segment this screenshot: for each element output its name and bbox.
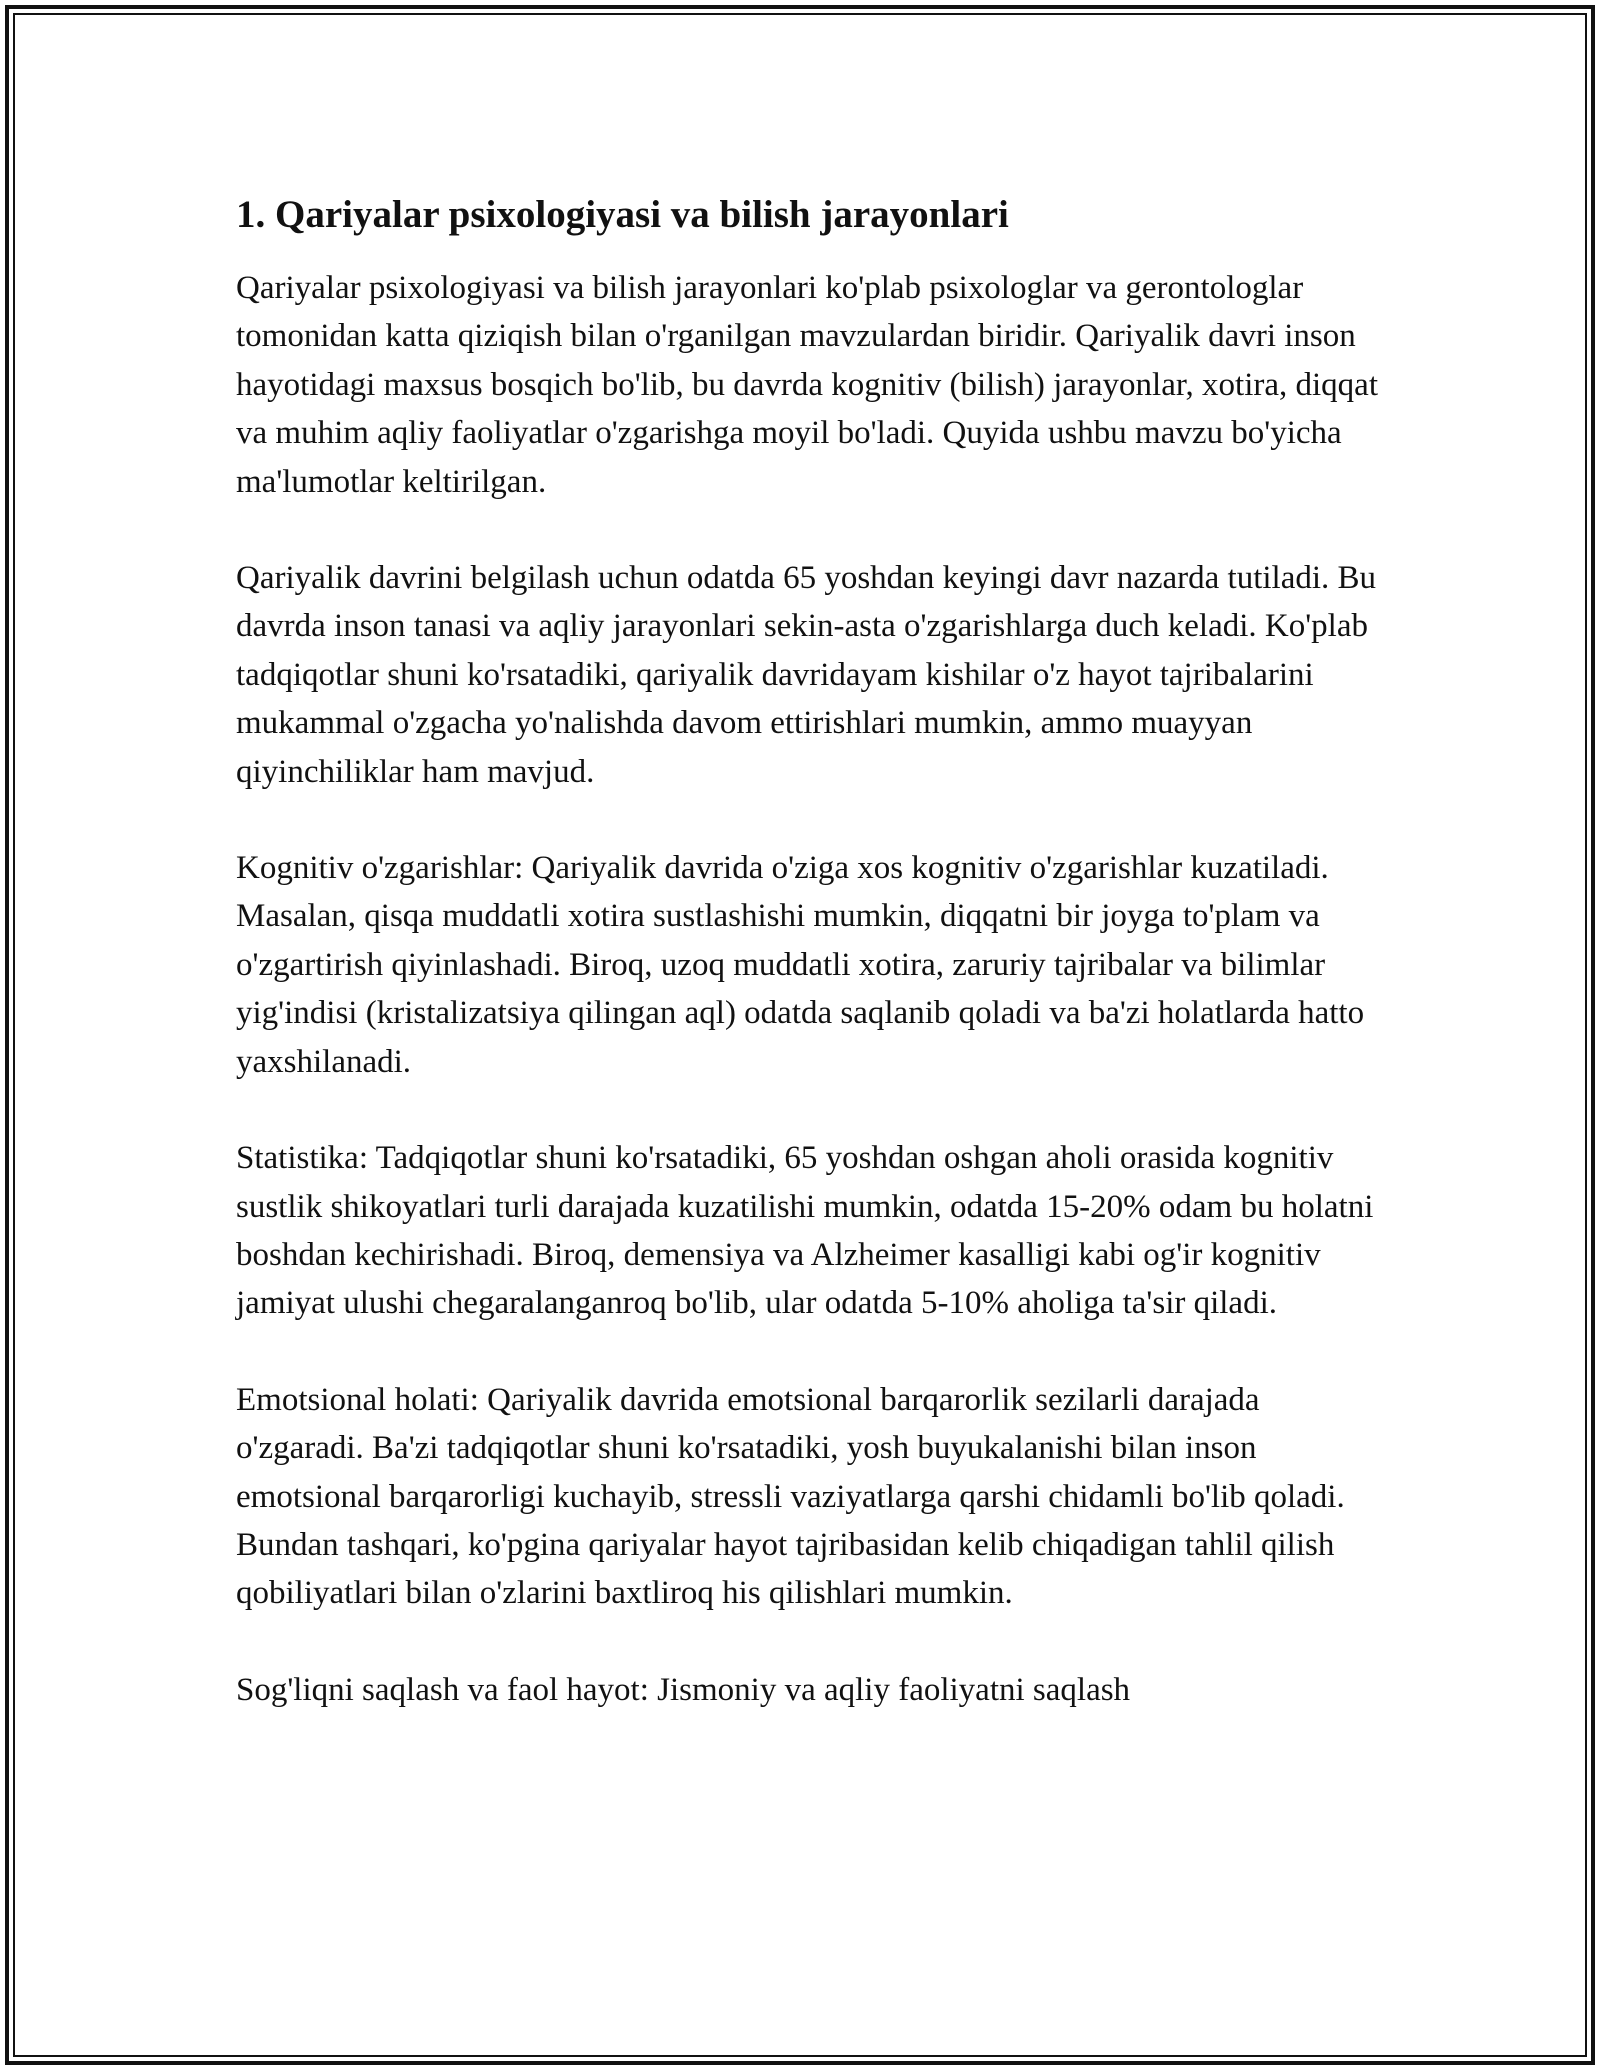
paragraph-health-active-life: Sog'liqni saqlash va faol hayot: Jismoniy va aqliy faoliyatni saqlash (236, 1671, 1131, 1708)
document-title: 1. Qariyalar psixologiyasi va bilish jarayonlari (236, 193, 1009, 236)
document-page (236, 190, 1386, 1714)
paragraph-old-age-period: Qariyalik davrini belgilash uchun odatda 65 yoshdan keyingi davr nazarda tutiladi. Bu davrda inson tanasi va aqliy jarayonlari sekin-asta o'zgarishlarga duch keladi. Ko'plab tadqiqotlar shuni ko'rsatadiki, qariyalik davridayam kishilar o'z hayot tajribalarini mukammal o'zgacha yo'nalishda davom ettirishlari mumkin, ammo muayyan qiyinchiliklar ham mavjud. (236, 560, 1377, 790)
paragraph-statistics: Statistika: Tadqiqotlar shuni ko'rsatadiki, 65 yoshdan oshgan aholi orasida kognitiv sustlik shikoyatlari turli darajada kuzatilishi mumkin, odatda 15-20% odam bu holatni boshdan kechirishadi. Biroq, demensiya va Alzheimer kasalligi kabi og'ir kognitiv jamiyat ulushi chegaralanganroq bo'lib, ular odatda 5-10% aholiga ta'sir qiladi. (236, 1140, 1374, 1322)
paragraph-cognitive-changes: Kognitiv o'zgarishlar: Qariyalik davrida o'ziga xos kognitiv o'zgarishlar kuzatiladi. Masalan, qisqa muddatli xotira sustlashishi mumkin, diqqatni bir joyga to'plam va o'zgartirish qiyinlashadi. Biroq, uzoq muddatli xotira, zaruriy tajribalar va bilimlar yig'indisi (kristalizatsiya qilingan aql) odatda saqlanib qoladi va ba'zi holatlarda hatto yaxshilanadi. (236, 850, 1365, 1080)
paragraph-intro: Qariyalar psixologiyasi va bilish jarayonlari ko'plab psixologlar va gerontologlar tomonidan katta qiziqish bilan o'rganilgan mavzulardan biridir. Qariyalik davri inson hayotidagi maxsus bosqich bo'lib, bu davrda kognitiv (bilish) jarayonlar, xotira, diqqat va muhim aqliy faoliyatlar o'zgarishga moyil bo'ladi. Quyida ushbu mavzu bo'yicha ma'lumotlar keltirilgan. (236, 270, 1378, 500)
paragraph-emotional-state: Emotsional holati: Qariyalik davrida emotsional barqarorlik sezilarli darajada o'zgaradi. Ba'zi tadqiqotlar shuni ko'rsatadiki, yosh buyukalanishi bilan inson emotsional barqarorligi kuchayib, stressli vaziyatlarga qarshi chidamli bo'lib qoladi. Bundan tashqari, ko'pgina qariyalar hayot tajribasidan kelib chiqadigan tahlil qilish qobiliyatlari bilan o'zlarini baxtliroq his qilishlari mumkin. (236, 1381, 1345, 1612)
